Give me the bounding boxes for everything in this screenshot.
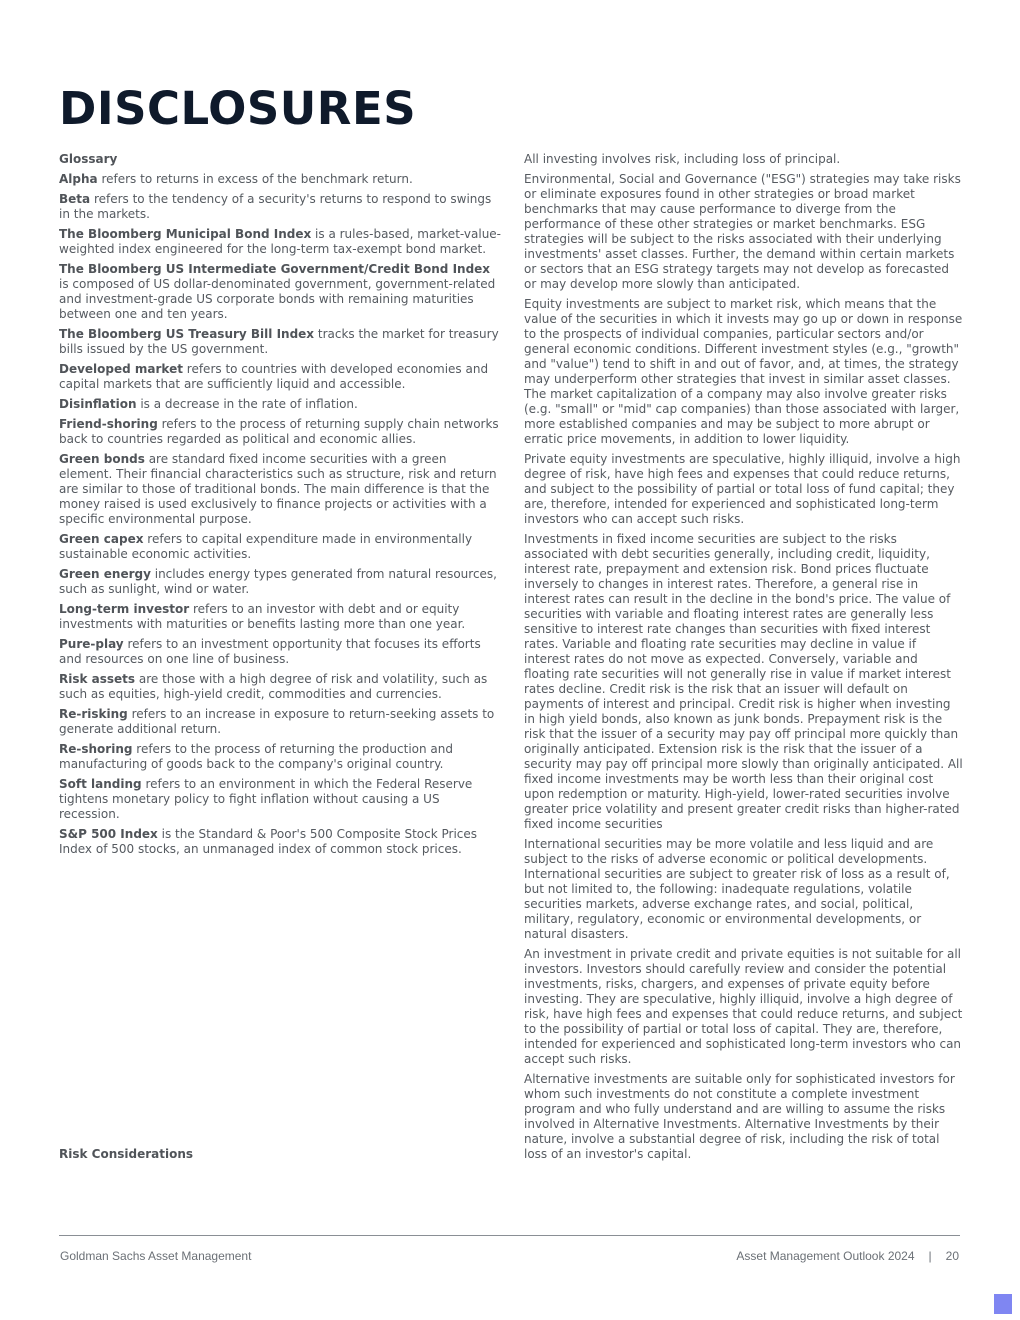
- glossary-term: Green bonds: [59, 452, 145, 466]
- footer-company: Goldman Sachs Asset Management: [60, 1249, 252, 1263]
- risk-paragraph: Alternative investments are suitable only for sophisticated investors for whom such investments do not constitute a complete investment program and who fully understand and are willing to assume the risks involved in Alternative Investments. Alternative Investments by their nature, involve a substantial degree of risk, including the risk of total loss of an investor's capital.: [524, 1072, 955, 1161]
- glossary-term: The Bloomberg US Intermediate Government/Credit Bond Index: [59, 262, 491, 276]
- glossary-definition: refers to the tendency of a security's returns to respond to swings in the markets.: [59, 192, 492, 221]
- glossary-term: Soft landing: [59, 777, 142, 791]
- footer-publication-info: [736, 1249, 959, 1263]
- page-number: 20: [945, 1249, 959, 1263]
- corner-accent-square: [994, 1294, 1012, 1314]
- glossary-term: Green capex: [59, 532, 144, 546]
- glossary-definition: is the Standard & Poor's 500 Composite Stock Prices Index of 500 stocks, an unmanaged index of common stock prices.: [59, 827, 478, 856]
- glossary-entry: [59, 602, 501, 632]
- glossary-definition: refers to the process of returning supply chain networks back to countries regarded as political and economic allies.: [59, 417, 499, 446]
- glossary-entry: [59, 397, 501, 412]
- glossary-term: The Bloomberg Municipal Bond Index: [59, 227, 312, 241]
- glossary-term: Developed market: [59, 362, 183, 376]
- glossary-term: Re-shoring: [59, 742, 133, 756]
- glossary-definition: is composed of US dollar-denominated government, government-related and investment-grade US corporate bonds with remaining maturities between one and ten years.: [59, 277, 496, 321]
- glossary-term: Re-risking: [59, 707, 128, 721]
- glossary-entry: [59, 172, 501, 187]
- risk-paragraph: International securities may be more volatile and less liquid and are subject to the risks of adverse economic or political developments. International securities are subject to greater risk of loss as a result of, but not limited to, the following: inadequate regulations, volatile securities markets, adverse exchange rates, and social, political, military, regulatory, economic or environmental developments, or natural disasters.: [524, 837, 950, 941]
- risk-paragraph: Investments in fixed income securities are subject to the risks associated with debt securities generally, including credit, liquidity, interest rate, prepayment and extension risk. Bond prices fluctuate inversely to changes in interest rates. Therefore, a general rise in interest rates can result in the decline in the bond's price. The value of securities with variable and floating interest rates are generally less sensitive to interest rate changes than securities with fixed interest rates. Variable and floating rate securities may decline in value if interest rates do not move as expected. Conversely, variable and floating rate securities will not generally rise in value if market interest rates decline. Credit risk is the risk that an issuer will default on payments of interest and principal. Credit risk is higher when investing in high yield bonds, also known as junk bonds. Prepayment risk is the risk that the issuer of a security may pay off principal more quickly than originally anticipated. Extension risk is the risk that the issuer of a security may pay off principal more slowly than originally anticipated. All fixed income investments may be worth less than their original cost upon redemption or maturity. High-yield, lower-rated securities involve greater price volatility and present greater credit risks than higher-rated fixed income securities: [524, 532, 963, 831]
- glossary-entry: [59, 532, 501, 562]
- glossary-term: Disinflation: [59, 397, 137, 411]
- glossary-definition: are those with a high degree of risk and volatility, such as such as equities, high-yield credit, commodities and currencies.: [59, 672, 488, 701]
- glossary-term: Green energy: [59, 567, 151, 581]
- glossary-entry: [59, 567, 501, 597]
- risk-paragraph: Environmental, Social and Governance ("ESG") strategies may take risks or eliminate exposures found in other strategies or broad market benchmarks that may cause performance to diverge from the performance of these other strategies or market benchmarks. ESG strategies will be subject to the risks associated with their underlying investments' asset classes. Further, the demand within certain markets or sectors that an ESG strategy targets may not develop as forecasted or may develop more slowly than anticipated.: [524, 172, 961, 291]
- glossary-definition: refers to the process of returning the production and manufacturing of goods back to the company's original country.: [59, 742, 454, 771]
- glossary-definition: refers to returns in excess of the benchmark return.: [97, 172, 413, 186]
- glossary-definition: is a rules-based, market-value-weighted index engineered for the long-term tax-exempt bond market.: [59, 227, 502, 256]
- footer-publication: Asset Management Outlook 2024: [736, 1249, 915, 1263]
- risk-considerations-heading: Risk Considerations: [59, 1147, 194, 1161]
- page-title: DISCLOSURES: [59, 82, 417, 135]
- glossary-column: [59, 152, 501, 862]
- glossary-definition: refers to capital expenditure made in environmentally sustainable economic activities.: [59, 532, 473, 561]
- glossary-entry: [59, 327, 501, 357]
- glossary-entry: [59, 227, 501, 257]
- glossary-entry: [59, 262, 501, 322]
- footer-separator: |: [928, 1249, 932, 1263]
- glossary-term: S&P 500 Index: [59, 827, 158, 841]
- glossary-entry: [59, 452, 501, 527]
- glossary-list: [59, 172, 501, 857]
- glossary-definition: refers to an investment opportunity that focuses its efforts and resources on one line of business.: [59, 637, 481, 666]
- glossary-term: Pure-play: [59, 637, 124, 651]
- footer-divider: [59, 1235, 960, 1236]
- glossary-entry: [59, 417, 501, 447]
- glossary-term: Risk assets: [59, 672, 136, 686]
- glossary-term: Long-term investor: [59, 602, 190, 616]
- glossary-term: The Bloomberg US Treasury Bill Index: [59, 327, 315, 341]
- glossary-heading: Glossary: [59, 152, 118, 166]
- risk-paragraph: All investing involves risk, including loss of principal.: [524, 152, 841, 166]
- glossary-entry: [59, 827, 501, 857]
- glossary-entry: [59, 192, 501, 222]
- glossary-definition: is a decrease in the rate of inflation.: [136, 397, 358, 411]
- glossary-term: Friend-shoring: [59, 417, 158, 431]
- glossary-definition: refers to an increase in exposure to return-seeking assets to generate additional return.: [59, 707, 495, 736]
- glossary-entry: [59, 742, 501, 772]
- glossary-entry: [59, 672, 501, 702]
- glossary-term: Alpha: [59, 172, 98, 186]
- glossary-definition: refers to an environment in which the Federal Reserve tightens monetary policy to fight inflation without causing a US recession.: [59, 777, 473, 821]
- glossary-definition: refers to an investor with debt and or equity investments with maturities or benefits lasting more than one year.: [59, 602, 466, 631]
- glossary-definition: includes energy types generated from natural resources, such as sunlight, wind or water.: [59, 567, 497, 596]
- risk-paragraph: Equity investments are subject to market risk, which means that the value of the securities in which it invests may go up or down in response to the prospects of individual companies, particular sectors and/or general economic conditions. Different investment styles (e.g., "growth" and "value") tend to shift in and out of favor, and, at times, the strategy may underperform other strategies that invest in similar asset classes. The market capitalization of a company may also involve greater risks (e.g. "small" or "mid" cap companies) than those associated with larger, more established companies and may be subject to more abrupt or erratic price movements, in addition to lower liquidity.: [524, 297, 963, 446]
- risk-paragraph: Private equity investments are speculative, highly illiquid, involve a high degree of risk, have high fees and expenses that could reduce returns, and subject to the possibility of partial or total loss of fund capital; they are, therefore, intended for experienced and sophisticated long-term investors who can accept such risks.: [524, 452, 961, 526]
- glossary-definition: tracks the market for treasury bills issued by the US government.: [59, 327, 499, 356]
- glossary-entry: [59, 707, 501, 737]
- glossary-definition: refers to countries with developed economies and capital markets that are sufficiently liquid and accessible.: [59, 362, 489, 391]
- glossary-definition: are standard fixed income securities with a green element. Their financial characteristics such as structure, risk and return are similar to those of traditional bonds. The main difference is that the money raised is used exclusively to finance projects or activities with a specific environmental purpose.: [59, 452, 497, 526]
- risk-considerations-column: [524, 152, 964, 1167]
- risk-paragraph: An investment in private credit and private equities is not suitable for all investors. Investors should carefully review and consider the potential investments, risks, chargers, and expenses of private equity before investing. They are speculative, highly illiquid, involve a high degree of risk, have high fees and expenses that could reduce returns, and subject to the possibility of partial or total loss of capital. They are, therefore, intended for experienced and sophisticated long-term investors who can accept such risks.: [524, 947, 963, 1066]
- glossary-term: Beta: [59, 192, 91, 206]
- glossary-entry: [59, 362, 501, 392]
- glossary-entry: [59, 637, 501, 667]
- glossary-entry: [59, 777, 501, 822]
